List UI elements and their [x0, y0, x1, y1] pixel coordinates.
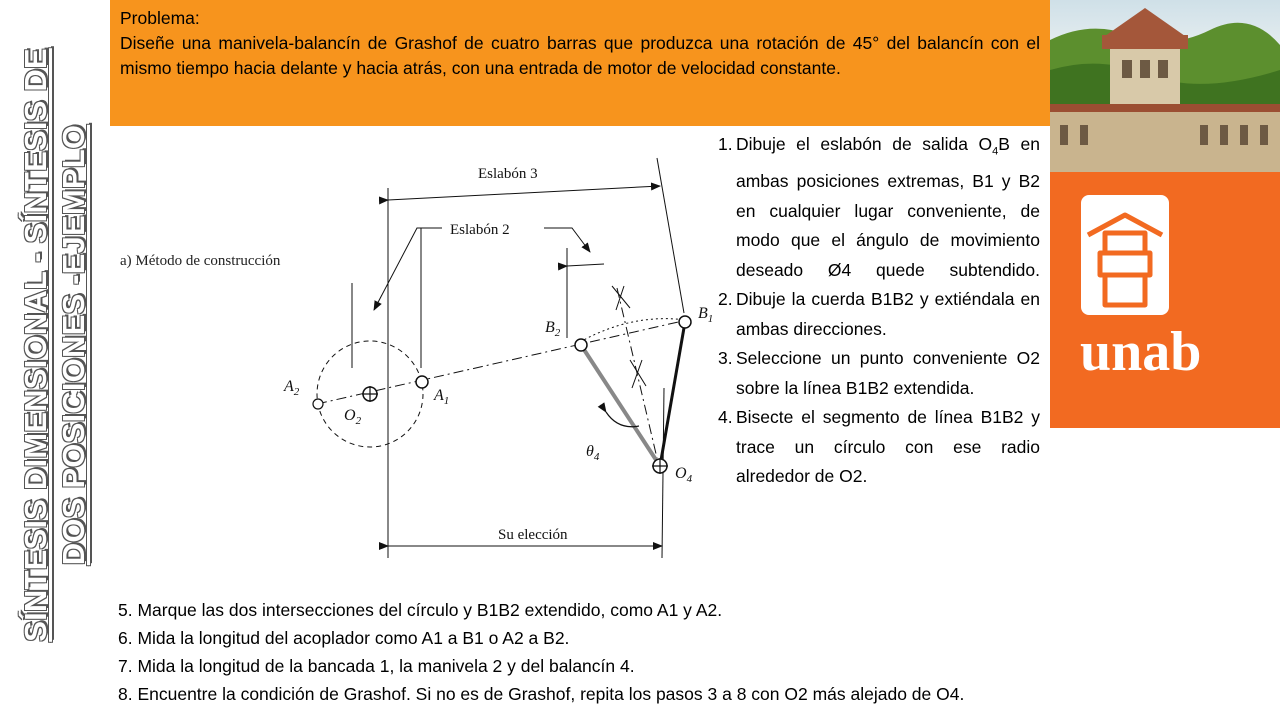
label-b1: $B_1$	[698, 305, 714, 325]
list-item: 8. Encuentre la condición de Grashof. Si no es de Grashof, repita los pasos 3 a 8 con O2 más alejado de O4.	[118, 684, 965, 704]
step-text: Bisecte el segmento de línea B1B2 y trace un círculo con ese radio alrededor de O2.	[736, 407, 1040, 486]
step-number: 2.	[718, 289, 733, 309]
list-item	[718, 285, 1040, 344]
step-text: Dibuje la cuerda B1B2 y extiéndala en ambas direcciones.	[736, 289, 1040, 339]
step-number: 3.	[718, 348, 733, 368]
label-link3: Eslabón 3	[478, 166, 538, 182]
extension-line-b1	[657, 158, 684, 313]
problem-label: Problema:	[120, 8, 200, 28]
joint-b2	[575, 339, 587, 351]
bisector-mark-bottom	[630, 360, 646, 388]
list-item	[718, 130, 1040, 285]
extra-steps-list	[118, 596, 1268, 708]
joint-a1	[416, 376, 428, 388]
step-text: Dibuje el eslabón de salida $O_4B$ en ambas posiciones extremas, B1 y B2 en cualquier lugar conveniente, de modo que el ángulo de movimiento deseado Ø4 quede subtendido.	[736, 134, 1040, 280]
list-item	[718, 344, 1040, 403]
unab-logo	[1078, 185, 1228, 405]
label-a2: $A_2$	[284, 378, 300, 398]
slide-title-line-1: SÍNTESIS DIMENSIONAL - SÍNTESIS DE	[18, 48, 53, 642]
slide-title	[17, 0, 93, 695]
label-theta4: $\theta_4$	[586, 443, 600, 463]
list-item: 7. Mida la longitud de la bancada 1, la manivela 2 y del balancín 4.	[118, 656, 635, 676]
label-b2: $B_2$	[545, 319, 561, 339]
label-your-choice: Su elección	[498, 527, 568, 543]
label-link2: Eslabón 2	[450, 222, 510, 238]
problem-box	[110, 0, 1050, 126]
list-item: 5. Marque las dos intersecciones del círculo y B1B2 extendido, como A1 y A2.	[118, 600, 723, 620]
joint-b1	[679, 316, 691, 328]
slide-title-line-2: DOS POSICIONES -EJEMPLO	[56, 124, 91, 566]
step-number: 1.	[718, 134, 733, 154]
step-text: Seleccione un punto conveniente O2 sobre la línea B1B2 extendida.	[736, 348, 1040, 398]
vertical-title	[0, 0, 110, 720]
joint-a2	[313, 399, 323, 409]
dimension-link2-right	[567, 264, 604, 266]
label-o2: $O_2$	[344, 407, 362, 427]
list-item	[718, 403, 1040, 492]
dimension-link3	[388, 186, 660, 200]
label-o4: $O_4$	[675, 465, 693, 485]
rocker-arc	[580, 319, 686, 342]
leader-link2-left	[374, 228, 442, 310]
campus-building-illustration	[1050, 0, 1280, 172]
bisector-mark-top	[612, 286, 630, 310]
logo-text: unab	[1080, 321, 1202, 383]
label-a1: $A_1$	[434, 387, 450, 407]
diagram-caption: a) Método de construcción	[120, 253, 281, 269]
steps-list	[718, 130, 1040, 492]
step-number: 4.	[718, 407, 733, 427]
campus-photo	[1050, 0, 1280, 172]
problem-text: Diseñe una manivela-balancín de Grashof de cuatro barras que produzca una rotación de 45° del balancín con el mismo tiempo hacia delante y hacia atrás, con una entrada de motor de velocidad constante.	[120, 33, 1040, 78]
pivot-o2-cross	[362, 386, 378, 402]
list-item: 6. Mida la longitud del acoplador como A1 a B1 o A2 a B2.	[118, 628, 570, 648]
construction-diagram	[112, 128, 712, 590]
